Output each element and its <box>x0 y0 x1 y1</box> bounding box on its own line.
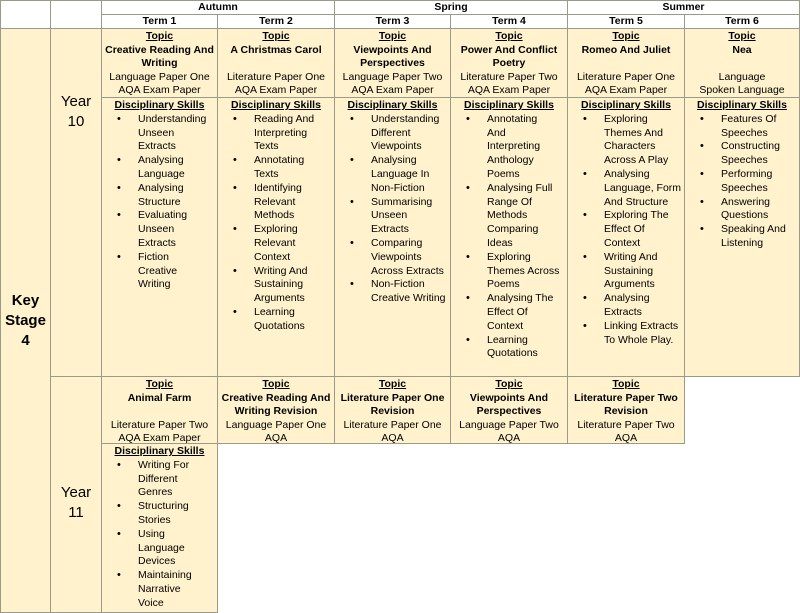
skill-item: • Answering Questions <box>685 196 799 224</box>
y11-t1-skills <box>101 443 218 613</box>
y11-t3-topic <box>334 376 451 444</box>
skill-item: • Fiction Creative Writing <box>102 251 217 292</box>
skills-label: Disciplinary Skills <box>114 99 205 111</box>
skill-item: • Exploring Themes Across Poems <box>451 251 567 292</box>
y11-t4-topic <box>450 376 568 444</box>
topic-exam: AQA Exam Paper <box>467 84 551 97</box>
key-stage-line2: Stage <box>5 311 46 329</box>
skill-item: • Linking Extracts To Whole Play. <box>568 320 684 348</box>
topic-title: Creative Reading And Writing <box>105 43 214 70</box>
topic-paper: Language Paper Two <box>459 418 559 431</box>
year-11-line2: 11 <box>68 504 84 521</box>
topic-label: Topic <box>495 30 523 42</box>
key-stage-cell <box>0 28 51 613</box>
topic-label: Topic <box>612 30 640 42</box>
topic-label: Topic <box>378 30 407 42</box>
topic-title: Creative Reading And Writing Revision <box>221 391 331 418</box>
y10-t2-topic <box>217 28 335 98</box>
skill-item: • Analysing Language, Form And Structure <box>568 168 684 209</box>
topic-exam: AQA <box>381 432 404 444</box>
skill-item: • Structuring Stories <box>102 500 217 528</box>
topic-exam: AQA Exam Paper <box>584 84 668 97</box>
topic-paper: Literature Paper One <box>343 418 442 431</box>
y11-t5-topic <box>567 376 685 444</box>
skill-item: • Writing And Sustaining Arguments <box>568 251 684 292</box>
y10-t3-topic <box>334 28 451 98</box>
skill-item: • Reading And Interpreting Texts <box>218 113 334 154</box>
corner-cell-keystage <box>0 0 51 29</box>
topic-title: Literature Paper One Revision <box>340 391 445 418</box>
y10-t1-topic <box>101 28 218 98</box>
topic-title: Literature Paper Two Revision <box>574 391 678 418</box>
skills-label: Disciplinary Skills <box>464 99 554 111</box>
skill-item: • Comparing Viewpoints Across Extracts <box>335 237 450 278</box>
skill-item: • Analysing Language <box>102 154 217 182</box>
skills-list <box>102 459 217 611</box>
topic-title: Viewpoints And Perspectives <box>469 391 549 418</box>
topic-label: Topic <box>262 378 290 390</box>
topic-exam: AQA <box>497 432 521 444</box>
skill-item: • Understanding Different Viewpoints <box>335 113 450 154</box>
y10-t2-skills <box>217 97 335 377</box>
topic-exam: Spoken Language <box>699 84 785 97</box>
skill-item: • Features Of Speeches <box>685 113 799 141</box>
key-stage-line3: 4 <box>21 331 30 349</box>
season-header-autumn: Autumn <box>101 0 335 15</box>
skills-label: Disciplinary Skills <box>114 445 205 457</box>
skill-item: • Exploring The Effect Of Context <box>568 209 684 250</box>
topic-exam: AQA <box>614 432 638 444</box>
skill-item: • Exploring Relevant Context <box>218 223 334 264</box>
skills-label: Disciplinary Skills <box>347 99 438 111</box>
topic-title: Viewpoints And Perspectives <box>353 43 432 70</box>
topic-paper: Literature Paper One <box>226 70 326 83</box>
skills-list <box>451 113 567 361</box>
term-header-4: Term 4 <box>450 14 568 29</box>
year-10-line2: 10 <box>67 113 85 130</box>
skill-item: • Constructing Speeches <box>685 140 799 168</box>
y10-t4-topic <box>450 28 568 98</box>
skill-item: • Analysing Language In Non-Fiction <box>335 154 450 195</box>
term-header-5: Term 5 <box>567 14 685 29</box>
skills-list <box>335 113 450 306</box>
year-10-line1: Year <box>60 93 92 110</box>
topic-paper: Language <box>718 70 766 83</box>
key-stage-line1: Key <box>11 291 40 309</box>
topic-title: A Christmas Carol <box>230 43 322 56</box>
topic-exam: AQA Exam Paper <box>118 84 201 97</box>
skill-item: • Performing Speeches <box>685 168 799 196</box>
topic-label: Topic <box>378 378 407 390</box>
year-11-line1: Year <box>60 484 92 501</box>
skill-item: • Summarising Unseen Extracts <box>335 196 450 237</box>
skills-list <box>685 113 799 251</box>
term-header-1: Term 1 <box>101 14 218 29</box>
topic-exam: AQA Exam Paper <box>234 84 318 97</box>
y10-t6-topic <box>684 28 800 98</box>
topic-exam: AQA Exam Paper <box>118 432 201 444</box>
skills-label: Disciplinary Skills <box>697 99 787 111</box>
skill-item: • Analysing Full Range Of Methods Comparing Ideas <box>451 182 567 251</box>
corner-cell-year <box>50 0 102 29</box>
skill-item: • Speaking And Listening <box>685 223 799 251</box>
topic-exam: AQA Exam Paper <box>351 84 434 97</box>
skills-list <box>218 113 334 334</box>
skills-label: Disciplinary Skills <box>581 99 671 111</box>
topic-paper: Language Paper Two <box>342 70 443 83</box>
skill-item: • Analysing The Effect Of Context <box>451 292 567 333</box>
topic-label: Topic <box>145 30 174 42</box>
skill-item: • Non-Fiction Creative Writing <box>335 278 450 306</box>
y10-t1-skills <box>101 97 218 377</box>
y10-t3-skills <box>334 97 451 377</box>
skills-list <box>568 113 684 348</box>
y11-t1-topic <box>101 376 218 444</box>
skill-item: • Writing For Different Genres <box>102 459 217 500</box>
skill-item: • Using Language Devices <box>102 528 217 569</box>
topic-paper: Literature Paper Two <box>110 418 209 431</box>
y10-t5-topic <box>567 28 685 98</box>
term-header-3: Term 3 <box>334 14 451 29</box>
topic-paper: Literature Paper Two <box>577 418 675 431</box>
year-11-cell <box>50 376 102 613</box>
topic-label: Topic <box>262 30 290 42</box>
topic-paper: Language Paper One <box>109 70 210 83</box>
skill-item: • Maintaining Narrative Voice <box>102 569 217 610</box>
season-header-summer: Summer <box>567 0 800 15</box>
skill-item: • Writing And Sustaining Arguments <box>218 265 334 306</box>
skills-list <box>102 113 217 292</box>
skill-item: • Annotating And Interpreting Anthology Poems <box>451 113 567 182</box>
skill-item: • Learning Quotations <box>218 306 334 334</box>
skill-item: • Understanding Unseen Extracts <box>102 113 217 154</box>
topic-title: Animal Farm <box>127 391 192 404</box>
skill-item: • Analysing Extracts <box>568 292 684 320</box>
skill-item: • Learning Quotations <box>451 334 567 362</box>
topic-paper: Language Paper One <box>225 418 327 431</box>
skill-item: • Evaluating Unseen Extracts <box>102 209 217 250</box>
topic-paper: Literature Paper One <box>576 70 676 83</box>
skill-item: • Identifying Relevant Methods <box>218 182 334 223</box>
y10-t6-skills <box>684 97 800 377</box>
term-header-2: Term 2 <box>217 14 335 29</box>
y10-t5-skills <box>567 97 685 377</box>
skill-item: • Analysing Structure <box>102 182 217 210</box>
y10-t4-skills <box>450 97 568 377</box>
topic-label: Topic <box>612 378 640 390</box>
topic-paper: Literature Paper Two <box>460 70 558 83</box>
season-header-spring: Spring <box>334 0 568 15</box>
topic-title: Power And Conflict Poetry <box>460 43 558 70</box>
skill-item: • Exploring Themes And Characters Across A Play <box>568 113 684 168</box>
topic-label: Topic <box>145 378 174 390</box>
topic-label: Topic <box>495 378 523 390</box>
y11-t2-topic <box>217 376 335 444</box>
topic-title: Nea <box>732 43 752 56</box>
topic-title: Romeo And Juliet <box>581 43 671 56</box>
year-10-cell <box>50 28 102 377</box>
term-header-6: Term 6 <box>684 14 800 29</box>
topic-label: Topic <box>728 30 756 42</box>
skills-label: Disciplinary Skills <box>231 99 321 111</box>
skill-item: • Annotating Texts <box>218 154 334 182</box>
topic-exam: AQA <box>264 432 288 444</box>
